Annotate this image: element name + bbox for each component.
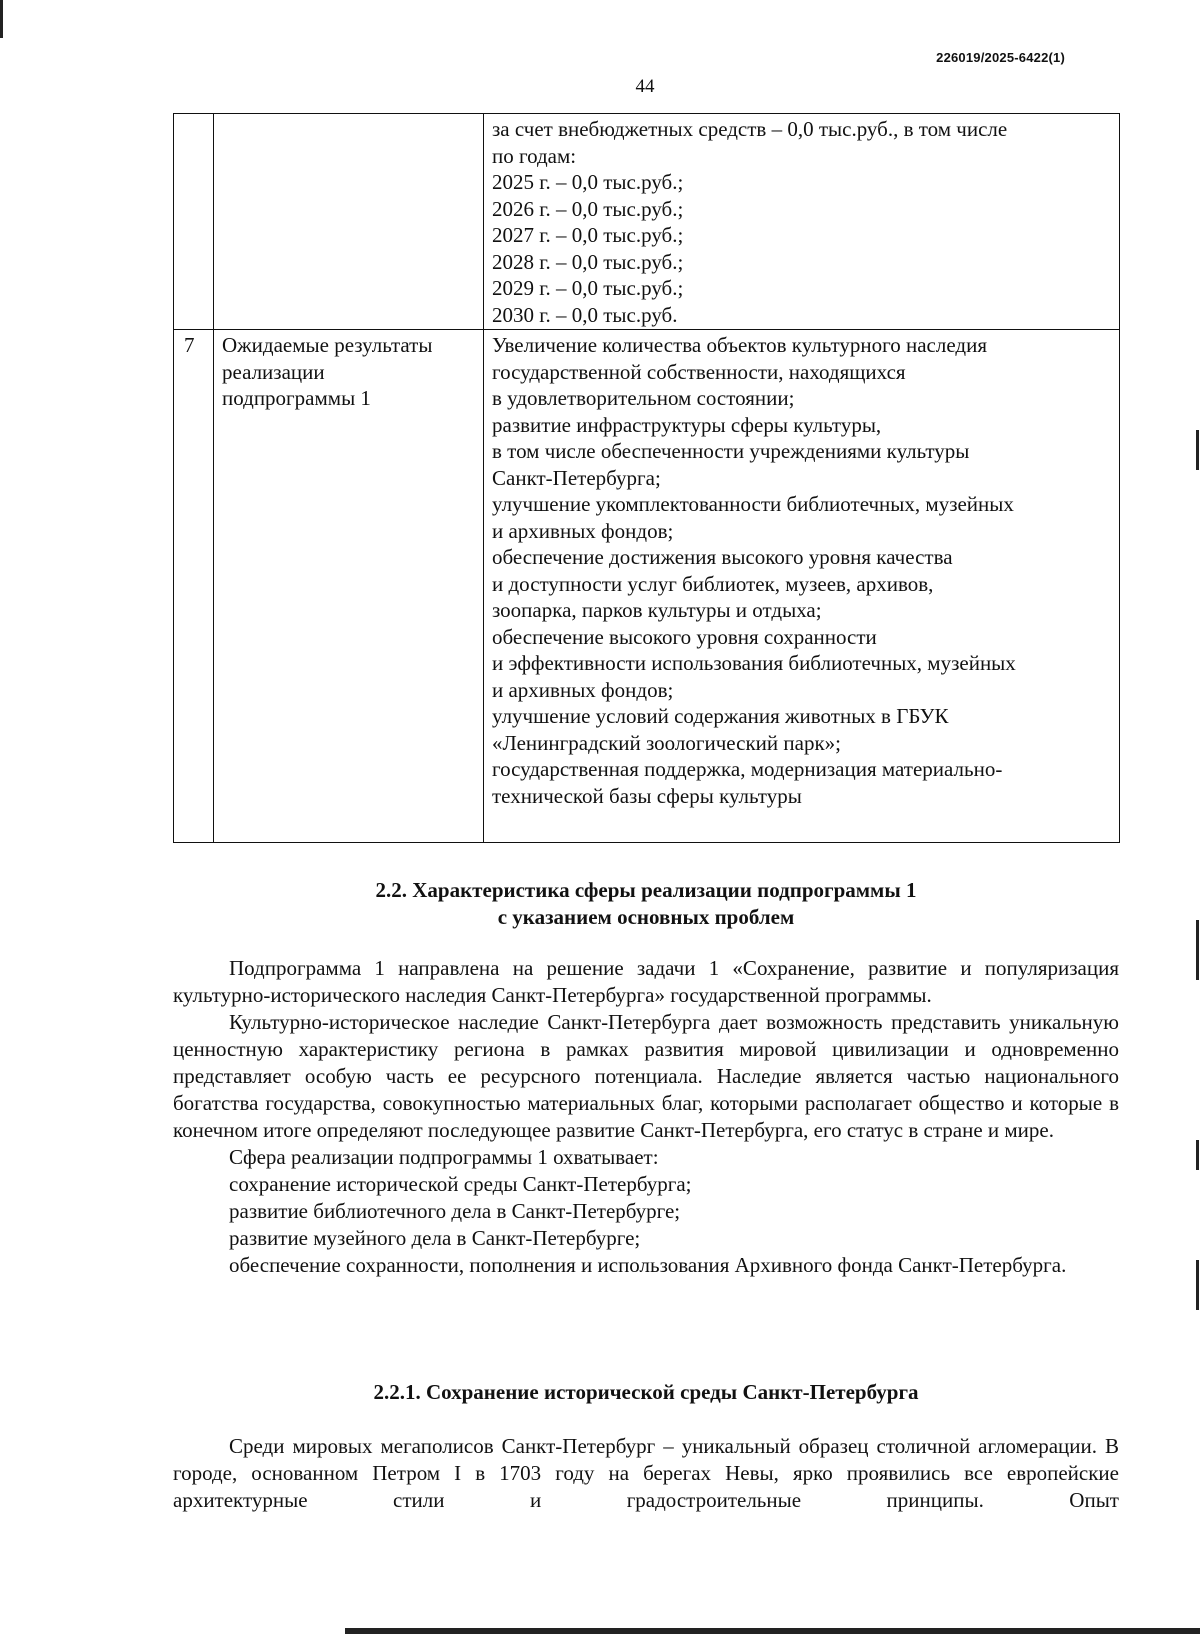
paragraph: Сфера реализации подпрограммы 1 охватывает: [229,1145,659,1169]
scan-edge-mark [1196,1260,1199,1310]
label-line: Ожидаемые результаты [222,333,433,357]
result-line: улучшение условий содержания животных в ГБУК [492,704,949,728]
funding-line: по годам: [492,143,577,168]
scan-edge-mark [1196,920,1199,980]
paragraph: Культурно-историческое наследие Санкт-Петербурга дает возможность представить уникальную ценностную характеристику региона в рамках развития мировой цивилизации и одновременно представляет особую часть ее ресурсного потенциала. Наследие является частью национального богатства государства, совокупностью материальных благ, которыми располагает общество и которые в конечном итоге определяют последующее развитие Санкт-Петербурга, его статус в стране и мире. [173,1010,1119,1142]
paragraph: Подпрограмма 1 направлена на решение задачи 1 «Сохранение, развитие и популяризация культурно-исторического наследия Санкт-Петербурга» государственной программы. [173,956,1119,1007]
list-item: развитие музейного дела в Санкт-Петербурге; [229,1226,641,1250]
page-number: 44 [635,76,655,97]
result-line: государственная поддержка, модернизация материально- [492,757,1003,781]
result-line: Санкт-Петербурга; [492,465,661,490]
document-id: 226019/2025-6422(1) [936,50,1065,65]
result-line: обеспечение достижения высокого уровня качества [492,545,953,569]
subsection-heading: 2.2.1. Сохранение исторической среды Санкт-Петербурга [373,1380,919,1404]
heading-line: с указанием основных проблем [497,905,795,929]
result-line: «Ленинградский зоологический парк»; [492,730,841,755]
funding-line: 2026 г. – 0,0 тыс.руб.; [492,196,684,221]
row-value-cell [484,114,1120,330]
scan-edge-mark [0,0,3,38]
result-line: зоопарка, парков культуры и отдыха; [492,598,822,622]
funding-line: 2029 г. – 0,0 тыс.руб.; [492,276,684,300]
result-line: улучшение укомплектованности библиотечных, музейных [492,492,1014,516]
result-line: обеспечение высокого уровня сохранности [492,624,877,649]
funding-line: 2027 г. – 0,0 тыс.руб.; [492,223,684,247]
funding-line: за счет внебюджетных средств – 0,0 тыс.руб., в том числе [492,117,1008,141]
label-line: подпрограммы 1 [222,386,371,410]
row-label-cell [214,114,484,330]
row-label-cell [214,330,484,843]
result-line: и доступности услуг библиотек, музеев, архивов, [492,571,934,596]
result-line: государственной собственности, находящихся [492,359,906,384]
list-item: развитие библиотечного дела в Санкт-Петербурге; [229,1199,681,1223]
result-line: в том числе обеспеченности учреждениями культуры [492,439,970,463]
funding-line: 2025 г. – 0,0 тыс.руб.; [492,170,684,194]
list-item: сохранение исторической среды Санкт-Петербурга; [229,1172,692,1196]
scan-edge-mark [345,1628,1200,1634]
row-number-cell [174,114,214,330]
section-body [173,1433,1119,1514]
result-line: и эффективности использования библиотечных, музейных [492,651,1016,675]
row-value-cell [484,330,1120,843]
result-line: и архивных фондов; [492,677,674,702]
funding-line: 2030 г. – 0,0 тыс.руб. [492,302,678,327]
row-number-cell: 7 [174,330,214,843]
result-line: Увеличение количества объектов культурного наследия [492,333,987,357]
section-body [173,955,1119,1279]
result-line: в удовлетворительном состоянии; [492,386,795,410]
table-row [174,330,1120,843]
list-item: обеспечение сохранности, пополнения и использования Архивного фонда Санкт-Петербурга. [229,1253,1067,1277]
result-line: технической базы сферы культуры [492,783,802,808]
table-row [174,114,1120,330]
result-line: развитие инфраструктуры сферы культуры, [492,412,882,437]
section-heading [173,877,1119,931]
scan-edge-mark [1196,1140,1199,1170]
result-line: и архивных фондов; [492,518,674,543]
label-line: реализации [222,359,325,384]
passport-table [173,113,1120,843]
paragraph: Среди мировых мегаполисов Санкт-Петербург – уникальный образец столичной агломерации. В городе, основанном Петром I в 1703 году на берегах Невы, ярко проявились все европейские архитектурные стили и градостроительные принципы. Опыт [173,1434,1119,1512]
heading-line: 2.2. Характеристика сферы реализации подпрограммы 1 [375,878,917,902]
scan-edge-mark [1196,430,1199,470]
funding-line: 2028 г. – 0,0 тыс.руб.; [492,249,684,274]
